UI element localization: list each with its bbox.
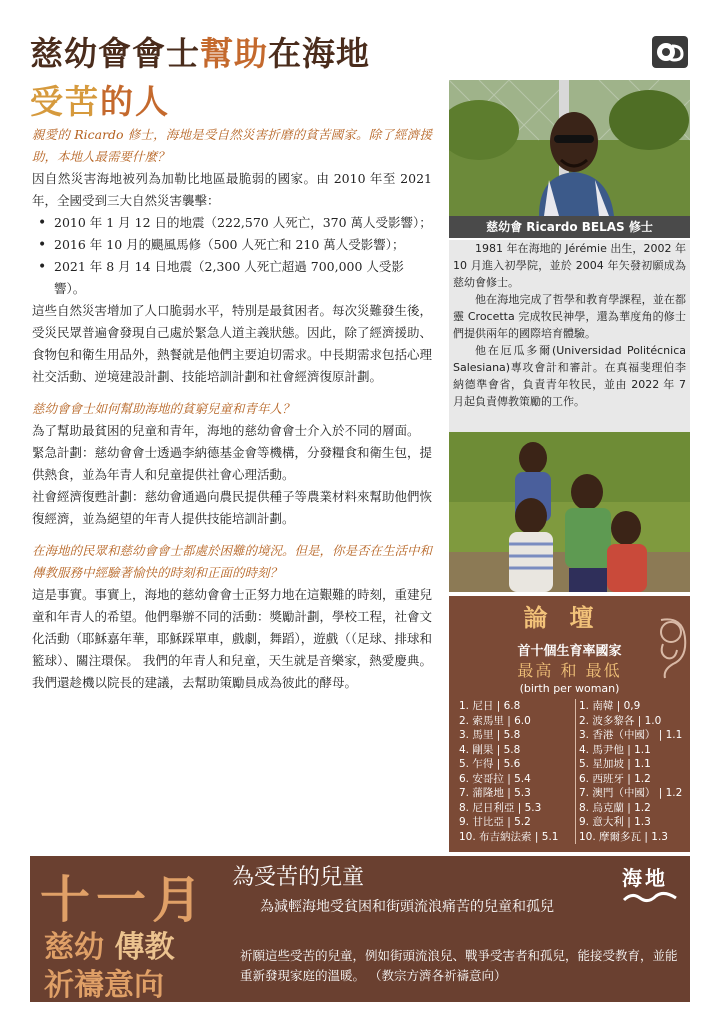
country-name: 7. 蒲隆地 <box>459 787 504 799</box>
list-item: 7. 澳門（中國） | 1.2 <box>579 787 683 799</box>
title-highlight: 幫助 <box>200 34 268 73</box>
children-photo <box>449 432 690 592</box>
month-block <box>30 856 226 1002</box>
list-item: 7. 蒲隆地 | 5.3 <box>459 787 531 799</box>
fertility-value: 5.3 <box>514 787 531 799</box>
intention-word: 慈幼 <box>44 930 104 965</box>
fertility-value: 0,9 <box>623 700 641 712</box>
prayer-intention-banner <box>30 856 690 1002</box>
lowest-fertility-list <box>575 699 695 844</box>
fertility-value: 5.4 <box>514 772 531 785</box>
page-title-line2 <box>30 76 170 123</box>
page-title-line1 <box>30 28 370 75</box>
fertility-value: 1.1 <box>634 758 651 770</box>
portrait-caption: 慈幼會 Ricardo BELAS 修士 <box>449 216 690 238</box>
list-item: 2. 波多黎各 | 1.0 <box>579 714 662 727</box>
fertility-value: 5.3 <box>524 801 542 814</box>
list-item: 6. 西班牙 | 1.2 <box>579 772 651 785</box>
forum-unit: (birth per woman) <box>519 682 620 695</box>
country-name: 7. 澳門（中國） <box>579 787 656 799</box>
country-name: 8. 烏克蘭 <box>579 801 624 814</box>
bio-paragraph: 1981 年在海地的 Jérémie 出生，2002 年10 月進入初學院，並於 2004 年矢發初願成為慈幼會修士。 <box>453 242 686 289</box>
bio-paragraph: 他在海地完成了哲學和教育學課程，並在都靈 Crocetta 完成牧民神學，還為華度角的修士們提供兩年的國際培育體驗。 <box>453 293 686 340</box>
intention-word: 傳教 <box>114 930 175 965</box>
country-name: 2. 索馬里 <box>459 714 504 727</box>
fertility-value: 1.3 <box>634 816 651 828</box>
title-part: 慈幼會會士 <box>30 34 200 73</box>
portrait-photo <box>449 80 690 216</box>
list-item: 8. 尼日利亞 | 5.3 <box>459 801 542 814</box>
banner-prayer: 祈願這些受苦的兒童，例如街頭流浪兒、戰爭受害者和孤兒，能接受教育，並能重新發現家庭的溫暖。 （教宗方濟各祈禱意向） <box>240 948 678 983</box>
brand-logo-icon <box>652 36 688 68</box>
paragraph: 這些自然災害增加了人口脆弱水平，特別是最貧困者。每次災難發生後，受災民眾普遍會發現自己處於緊急人道主義狀態。因此，除了經濟援助、食物包和衛生用品外，熱餐就是他們主要迫切需求。中長期需求包括心理社交活動、逆境建設計劃、技能培訓計劃和社會經濟復原計劃。 <box>32 303 433 384</box>
banner-subtitle: 為減輕海地受貧困和街頭流浪痛苦的兒童和孤兒 <box>260 899 554 915</box>
country-name: 1. 尼日 <box>459 700 494 712</box>
fertility-value: 5.8 <box>503 743 521 756</box>
list-item: 4. 剛果 | 5.8 <box>459 743 521 756</box>
question-1: 親愛的 Ricardo 修士，海地是受自然災害折磨的貧苦國家。除了經濟援助，本地人最需要什麼？ <box>32 127 432 164</box>
fertility-value: 5.2 <box>514 816 531 828</box>
fertility-value: 1.2 <box>665 787 683 799</box>
fertility-value: 1.0 <box>644 714 662 727</box>
list-item: 5. 星加坡 | 1.1 <box>579 758 651 770</box>
list-item: 6. 安哥拉 | 5.4 <box>459 772 531 785</box>
highest-fertility-list <box>459 699 577 844</box>
title-part: 受苦 <box>30 82 100 121</box>
paragraph: 社會經濟復甦計劃：慈幼會通過向農民提供種子等農業材料來幫助他們恢復經濟，並為絕望的年青人提供技能培訓計劃。 <box>32 489 433 526</box>
country-name: 1. 南韓 <box>579 700 614 712</box>
paragraph: 因自然災害海地被列為加勒比地區最脆弱的國家。由 2010 年至 2021 年，全國受到三大自然災害襲擊： <box>32 171 432 208</box>
country-name: 3. 馬里 <box>459 729 494 741</box>
list-item: 3. 香港（中國） | 1.1 <box>579 729 683 741</box>
fertility-value: 6.8 <box>503 700 521 712</box>
list-item: 8. 烏克蘭 | 1.2 <box>579 801 651 814</box>
fertility-value: 5.8 <box>503 729 521 741</box>
month-label: 十一月 <box>40 871 208 929</box>
country-name: 6. 安哥拉 <box>459 772 504 785</box>
fertility-value: 1.1 <box>634 743 651 756</box>
article-body <box>32 124 432 694</box>
country-name: 10. 布吉納法索 <box>459 830 532 843</box>
fertility-value: 1.2 <box>634 772 651 785</box>
country-name: 4. 馬尹他 <box>579 743 624 756</box>
list-item: 9. 甘比亞 | 5.2 <box>459 816 531 828</box>
paragraph: 這是事實。事實上，海地的慈幼會會士正努力地在這艱難的時刻，重建兒童和年青人的希望。他們舉辦不同的活動：獎勵計劃，學校工程，社會文化活動（耶穌嘉年華，耶穌踩單車，戲劇，舞蹈），遊戲（（足球、排球和籃球）、關注環保。 我們的年青人和兒童，天生就是音樂家，熱愛慶典。我們還趁機以院長的建議，去幫助策勵員成為彼此的酵母。 <box>32 587 433 690</box>
list-item: 10. 摩爾多瓦 | 1.3 <box>579 830 668 843</box>
country-name: 4. 剛果 <box>459 743 494 756</box>
disaster-list <box>32 212 432 300</box>
list-item: 2. 索馬里 | 6.0 <box>459 714 531 727</box>
fertility-value: 5.1 <box>541 830 559 843</box>
paragraph: 緊急計劃：慈幼會會士透過李納德基金會等機構，分發糧食和衛生包，提供熱食，並為年青人和兒童提供社會心理活動。 <box>32 445 433 482</box>
forum-subtitle-2: 最高 和 最低 <box>517 661 622 680</box>
fertility-value: 6.0 <box>514 714 531 727</box>
country-name: 8. 尼日利亞 <box>459 801 515 814</box>
country-name: 5. 乍得 <box>459 758 494 770</box>
fertility-value: 1.1 <box>665 729 683 741</box>
title-part: 的人 <box>100 82 170 121</box>
paragraph: 為了幫助最貧困的兒童和青年，海地的慈幼會會士介入於不同的層面。 <box>32 423 420 438</box>
country-name: 9. 意大利 <box>579 816 624 828</box>
country-name: 10. 摩爾多瓦 <box>579 830 642 843</box>
list-item: 5. 乍得 | 5.6 <box>459 758 521 770</box>
list-item: 4. 馬尹他 | 1.1 <box>579 743 651 756</box>
intention-label-2: 祈禱意向 <box>44 968 164 1003</box>
list-item: • 2016 年 10 月的颶風馬修（500 人死亡和 210 萬人受影響）； <box>32 234 432 256</box>
list-item: 1. 南韓 | 0,9 <box>579 700 641 712</box>
forum-title: 論壇 <box>523 604 616 632</box>
list-item: 10. 布吉納法索 | 5.1 <box>459 830 559 843</box>
country-name: 3. 香港（中國） <box>579 729 656 741</box>
fertility-value: 1.3 <box>651 830 668 843</box>
country-name: 9. 甘比亞 <box>459 816 504 828</box>
list-item: 3. 馬里 | 5.8 <box>459 729 521 741</box>
country-label: 海地 <box>622 866 668 890</box>
list-item: 1. 尼日 | 6.8 <box>459 700 521 712</box>
bio-paragraph: 他在厄瓜多爾(Universidad Politécnica Salesiana)專攻會計和審計。在真福斐理伯李納德準會省，負責青年牧民，並由 2022 年 7 月起負責傳教策勵的工作。 <box>453 344 686 408</box>
country-name: 2. 波多黎各 <box>579 714 635 727</box>
forum-subtitle: 首十個生育率國家 <box>517 644 622 659</box>
list-item: 9. 意大利 | 1.3 <box>579 816 651 828</box>
title-part: 在海地 <box>268 34 370 73</box>
question-2: 慈幼會會士如何幫助海地的貧窮兒童和青年人？ <box>32 401 295 416</box>
fertility-value: 5.6 <box>503 758 521 770</box>
banner-title: 為受苦的兒童 <box>232 865 365 890</box>
question-3: 在海地的民眾和慈幼會會士都處於困難的境況。但是，你是否在生活中和傳教服務中經驗著愉快的時刻和正面的時刻？ <box>32 543 433 580</box>
fertility-value: 1.2 <box>634 801 651 814</box>
country-name: 6. 西班牙 <box>579 772 624 785</box>
list-item: • 2021 年 8 月 14 日地震（2,300 人死亡超過 700,000 人受影響）。 <box>32 256 432 300</box>
wave-icon <box>622 890 678 904</box>
country-name: 5. 星加坡 <box>579 758 624 770</box>
list-item: • 2010 年 1 月 12 日的地震（222,570 人死亡，370 萬人受影響）； <box>32 212 432 234</box>
bio-box <box>449 240 690 432</box>
forum-box <box>449 596 690 852</box>
